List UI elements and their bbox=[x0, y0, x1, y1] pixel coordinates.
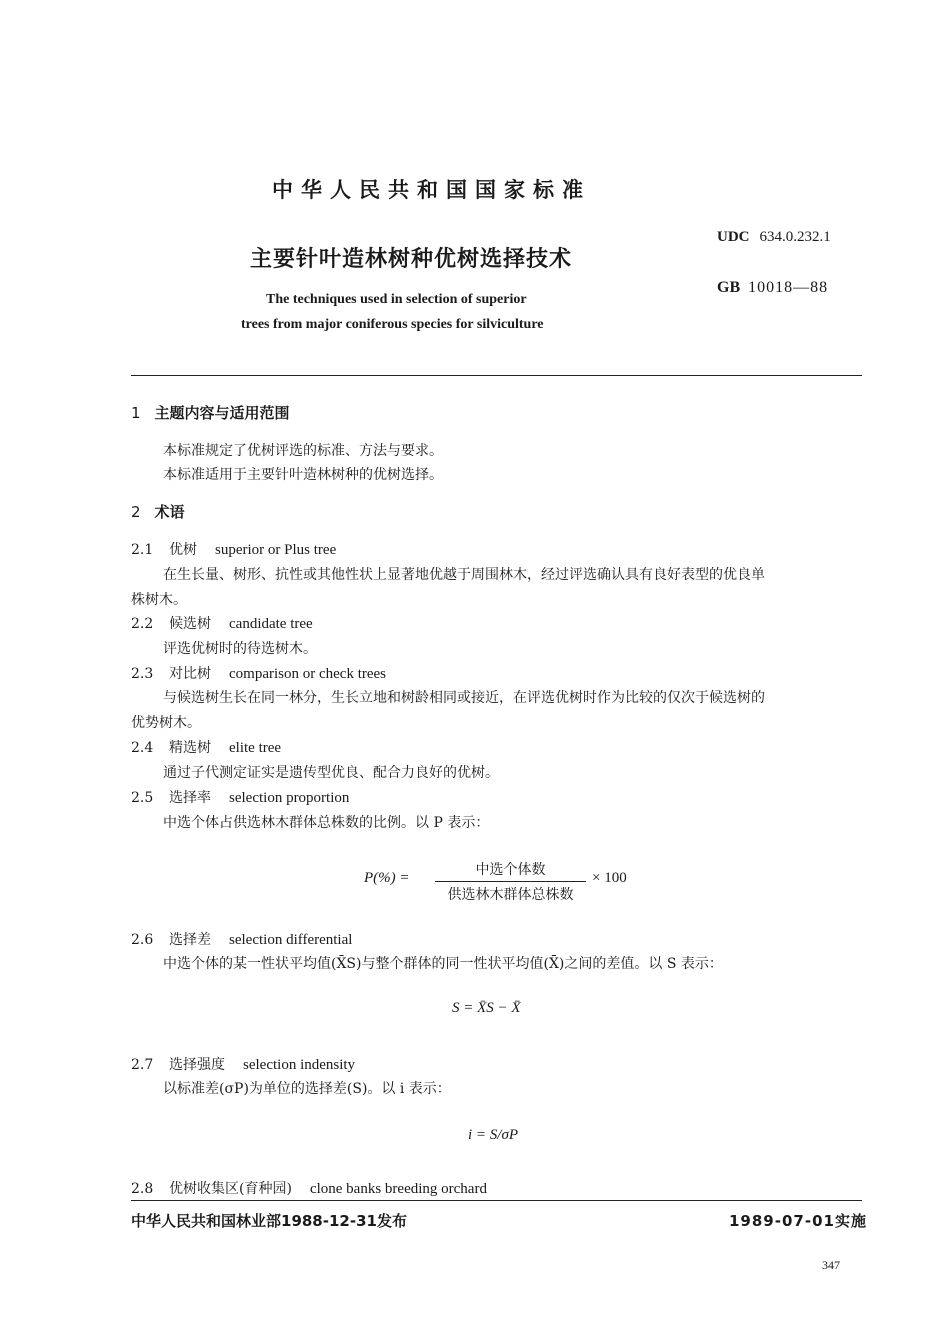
udc-code bbox=[717, 229, 831, 246]
term-2-7: 2.7 选择强度 selection indensity bbox=[131, 1057, 356, 1073]
section-1-heading: 1 主题内容与适用范围 bbox=[131, 404, 290, 422]
effective-date: 1989-07-01实施 bbox=[729, 1212, 867, 1230]
page-number: 347 bbox=[822, 1258, 840, 1272]
issued-date: 中华人民共和国林业部1988-12-31发布 bbox=[131, 1212, 407, 1230]
standard-title: 中华人民共和国国家标准 bbox=[272, 178, 591, 202]
term-2-5: 2.5 选择率 selection proportion bbox=[131, 790, 350, 806]
document-title-cn: 主要针叶造林树种优树选择技术 bbox=[250, 247, 573, 272]
footer-divider bbox=[131, 1200, 862, 1201]
selection-proportion-formula-lhs: P(%) = bbox=[364, 870, 410, 886]
selection-proportion-fraction bbox=[433, 859, 588, 904]
gb-code bbox=[717, 279, 828, 297]
term-2-4-definition: 通过子代测定证实是遗传型优良、配合力良好的优树。 bbox=[163, 765, 499, 781]
term-2-3-definition: 与候选树生长在同一林分，生长立地和树龄相同或接近，在评选优树时作为比较的仅次于候选树的 bbox=[163, 690, 765, 706]
term-2-3-definition-cont: 优势树木。 bbox=[131, 715, 201, 731]
header-divider bbox=[131, 375, 862, 376]
term-2-7-definition: 以标准差(σP)为单位的选择差(S)。以 i 表示： bbox=[163, 1081, 451, 1097]
selection-differential-formula: S = X̄S − X̄ bbox=[452, 1000, 521, 1016]
term-2-2: 2.2 候选树 candidate tree bbox=[131, 616, 313, 632]
term-2-5-definition: 中选个体占供选林木群体总株数的比例。以 P 表示： bbox=[163, 815, 490, 831]
selection-proportion-formula-rhs: × 100 bbox=[592, 870, 627, 886]
section-2-heading: 2 术语 bbox=[131, 503, 185, 521]
term-2-1-definition: 在生长量、树形、抗性或其他性状上显著地优越于周围林木，经过评选确认具有良好表型的优良单 bbox=[163, 567, 765, 583]
document-title-en-line1: The techniques used in selection of superior bbox=[266, 292, 527, 307]
term-2-4: 2.4 精选树 elite tree bbox=[131, 740, 282, 756]
udc-value: 634.0.232.1 bbox=[759, 229, 831, 245]
udc-label: UDC bbox=[717, 229, 750, 245]
selection-intensity-formula: i = S/σP bbox=[468, 1127, 519, 1143]
section-1-paragraph-1: 本标准规定了优树评选的标准、方法与要求。 bbox=[163, 443, 443, 459]
term-2-2-definition: 评选优树时的待选树木。 bbox=[163, 641, 317, 657]
term-2-3: 2.3 对比树 comparison or check trees bbox=[131, 666, 387, 682]
term-2-8: 2.8 优树收集区(育种园) clone banks breeding orchard bbox=[131, 1181, 487, 1197]
section-1-paragraph-2: 本标准适用于主要针叶造林树种的优树选择。 bbox=[163, 467, 443, 483]
gb-value: 10018—88 bbox=[748, 279, 829, 296]
document-title-en-line2: trees from major coniferous species for silviculture bbox=[241, 317, 544, 332]
gb-label: GB bbox=[717, 279, 741, 296]
fraction-denominator: 供选林木群体总株数 bbox=[447, 887, 574, 903]
term-2-1-definition-cont: 株树木。 bbox=[131, 592, 187, 608]
term-2-1: 2.1 优树 superior or Plus tree bbox=[131, 542, 337, 558]
term-2-6-definition: 中选个体的某一性状平均值(X̄S)与整个群体的同一性状平均值(X̄)之间的差值。以 S 表示： bbox=[163, 956, 723, 972]
fraction-numerator: 中选个体数 bbox=[475, 862, 546, 878]
term-2-6: 2.6 选择差 selection differential bbox=[131, 932, 353, 948]
